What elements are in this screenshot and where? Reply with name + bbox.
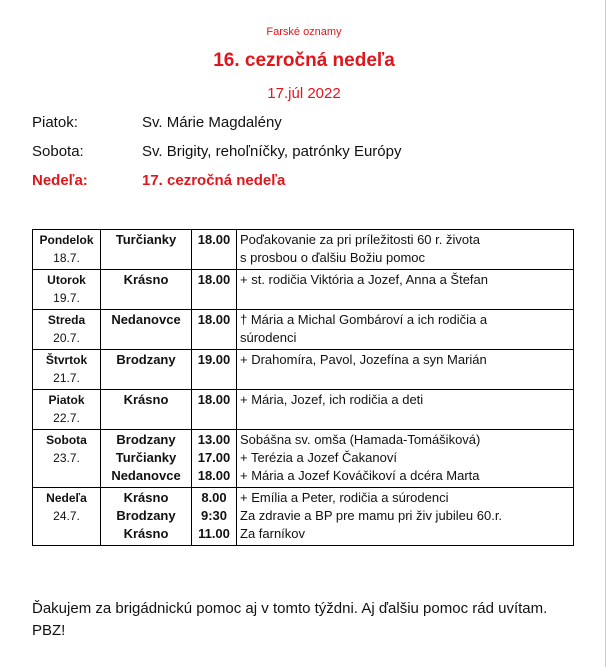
schedule-day-name: Streda (47, 313, 86, 327)
schedule-day-date: 20.7. (53, 331, 80, 345)
schedule-intention: Za zdravie a BP pre mamu pri živ jubileu 60.r. (240, 508, 503, 523)
schedule-row (33, 350, 574, 390)
schedule-day-cell (33, 270, 101, 310)
schedule-time: 8.00 (201, 490, 227, 505)
schedule-intention-cell (237, 230, 574, 270)
schedule-day-cell (33, 488, 101, 546)
schedule-intention: súrodenci (240, 330, 297, 345)
info-text: 17. cezročná nedeľa (142, 172, 286, 189)
schedule-day-date: 19.7. (53, 291, 80, 305)
schedule-intention-cell (237, 430, 574, 488)
schedule-time-cell (192, 390, 237, 430)
schedule-time: 18.00 (197, 272, 231, 287)
schedule-day-date: 18.7. (53, 251, 80, 265)
schedule-time-cell (192, 270, 237, 310)
schedule-day-name: Pondelok (39, 233, 94, 247)
schedule-time: 13.00 (197, 432, 231, 447)
schedule-intention-cell (237, 350, 574, 390)
schedule-place: Brodzany (116, 432, 176, 447)
schedule-day-name: Utorok (47, 273, 86, 287)
schedule-time-cell (192, 230, 237, 270)
schedule-row (33, 390, 574, 430)
schedule-intention-cell (237, 390, 574, 430)
schedule-time: 18.00 (197, 468, 231, 483)
schedule-time: 18.00 (197, 232, 231, 247)
schedule-time: 19.00 (197, 352, 231, 367)
schedule-day-date: 21.7. (53, 371, 80, 385)
schedule-day-cell (33, 310, 101, 350)
schedule-place: Turčianky (115, 450, 177, 465)
schedule-day-cell (33, 390, 101, 430)
schedule-place-cell (101, 488, 192, 546)
info-day: Nedeľa: (32, 172, 88, 189)
schedule-time: 17.00 (197, 450, 231, 465)
schedule-intention-cell (237, 488, 574, 546)
schedule-day-cell (33, 230, 101, 270)
info-row-saturday (32, 143, 401, 160)
schedule-day-name: Sobota (46, 433, 87, 447)
schedule-day-cell (33, 430, 101, 488)
schedule-place: Nedanovce (111, 468, 181, 483)
announcements-label: Farské oznamy (266, 26, 342, 38)
schedule-time-cell (192, 350, 237, 390)
schedule-day-name: Piatok (48, 393, 85, 407)
schedule-row (33, 230, 574, 270)
info-day: Piatok: (32, 114, 78, 131)
schedule-day-cell (33, 350, 101, 390)
schedule-intention: s prosbou o ďalšiu Božiu pomoc (240, 250, 426, 265)
schedule-intention: Za farníkov (240, 526, 306, 541)
schedule-row (33, 310, 574, 350)
schedule-place: Brodzany (116, 508, 176, 523)
schedule-place: Nedanovce (111, 312, 181, 327)
schedule-day-name: Štvrtok (45, 353, 88, 367)
schedule-row (33, 270, 574, 310)
schedule-intention: + Terézia a Jozef Čakanoví (240, 450, 397, 465)
schedule-place-cell (101, 350, 192, 390)
schedule-intention: Poďakovanie za pri príležitosti 60 r. života (240, 232, 480, 247)
schedule-place: Krásno (123, 392, 169, 407)
page-date: 17.júl 2022 (267, 85, 341, 102)
schedule-day-date: 24.7. (53, 509, 80, 523)
schedule-place-cell (101, 230, 192, 270)
info-text: Sv. Márie Magdalény (142, 114, 282, 131)
schedule-intention: + Mária a Jozef Kováčikoví a dcéra Marta (240, 468, 480, 483)
schedule-time-cell (192, 430, 237, 488)
info-row-friday (32, 114, 282, 131)
schedule-time: 18.00 (197, 392, 231, 407)
schedule-intention: + Mária, Jozef, ich rodičia a deti (240, 392, 424, 407)
schedule-row (33, 488, 574, 546)
schedule-place: Krásno (123, 272, 169, 287)
schedule-place: Krásno (123, 526, 169, 541)
schedule-intention: Sobášna sv. omša (Hamada-Tomášiková) (240, 432, 481, 447)
schedule-intention: † Mária a Michal Gombároví a ich rodičia a (240, 312, 488, 327)
schedule-place-cell (101, 390, 192, 430)
schedule-time: 11.00 (198, 526, 230, 541)
info-row-sunday (32, 172, 285, 189)
schedule-day-date: 22.7. (53, 411, 80, 425)
schedule-place-cell (101, 430, 192, 488)
schedule-intention: + Emília a Peter, rodičia a súrodenci (240, 490, 449, 505)
schedule-time: 18.00 (197, 312, 231, 327)
schedule-day-name: Nedeľa (46, 491, 87, 505)
closing-note: Ďakujem za brigádnickú pomoc aj v tomto týždni. Aj ďalšiu pomoc rád uvítam. PBZ! (32, 600, 548, 639)
schedule-row (33, 430, 574, 488)
schedule-intention-cell (237, 310, 574, 350)
schedule-intention: + st. rodičia Viktória a Jozef, Anna a Štefan (240, 272, 488, 287)
schedule-time-cell (192, 488, 237, 546)
schedule-intention-cell (237, 270, 574, 310)
schedule-place: Turčianky (115, 232, 177, 247)
info-text: Sv. Brigity, rehoľníčky, patrónky Európy (142, 143, 402, 160)
schedule-time: 9:30 (200, 508, 228, 523)
schedule-place: Brodzany (116, 352, 176, 367)
page-title: 16. cezročná nedeľa (213, 50, 395, 71)
schedule-place: Krásno (123, 490, 169, 505)
schedule-day-date: 23.7. (53, 451, 80, 465)
schedule-intention: + Drahomíra, Pavol, Jozefína a syn Marián (240, 352, 487, 367)
schedule-place-cell (101, 270, 192, 310)
schedule-time-cell (192, 310, 237, 350)
mass-schedule-table (32, 229, 574, 546)
info-day: Sobota: (32, 143, 84, 160)
schedule-place-cell (101, 310, 192, 350)
